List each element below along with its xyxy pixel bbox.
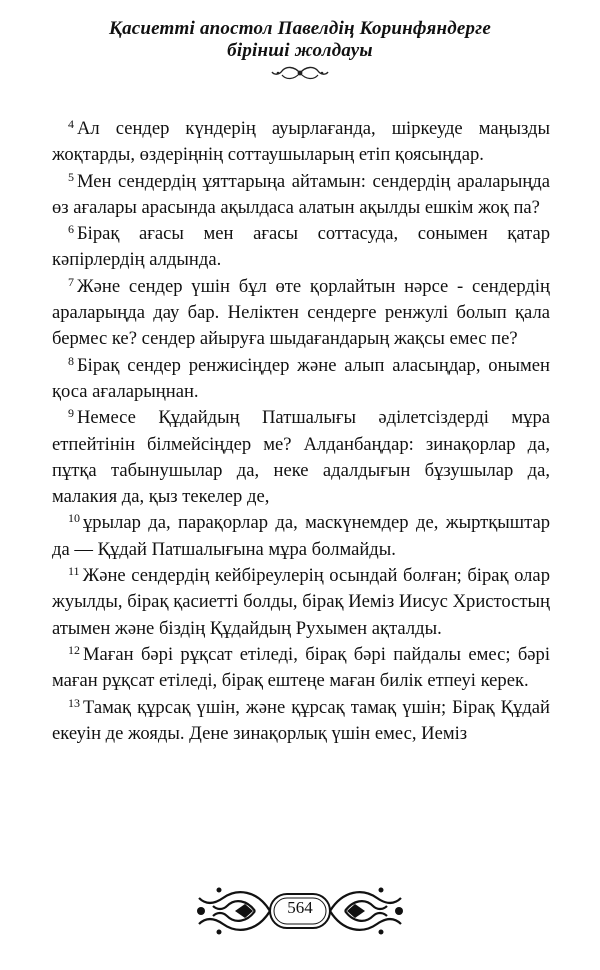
verse-number: 12 bbox=[68, 642, 80, 657]
verse-list bbox=[52, 116, 550, 747]
verse-number: 8 bbox=[68, 353, 74, 368]
verse-number: 4 bbox=[68, 117, 74, 131]
verse-number: 11 bbox=[68, 564, 80, 579]
verse-6 bbox=[52, 221, 550, 274]
verse-8 bbox=[52, 353, 550, 406]
verse-number: 10 bbox=[68, 511, 80, 526]
running-header bbox=[0, 18, 600, 62]
verse-9 bbox=[52, 405, 550, 510]
header-title-line-2: бірінші жолдауы bbox=[227, 40, 373, 61]
verse-10 bbox=[52, 510, 550, 563]
verse-11 bbox=[52, 563, 550, 642]
verse-number: 6 bbox=[68, 222, 74, 237]
header-ornament-icon bbox=[270, 64, 330, 82]
verse-number: 9 bbox=[68, 406, 74, 421]
page-number: 564 bbox=[287, 898, 313, 917]
verse-text: Тамақ құрсақ үшін, және құрсақ тамақ үшін; Бірақ Құдай екеуін де жояды. Дене зинақорлық үшін емес, Иеміз bbox=[52, 696, 550, 744]
verse-text: Бірақ сендер ренжисіңдер және алып аласыңдар, онымен қоса ағаларыңнан. bbox=[52, 354, 550, 402]
verse-text: Және сендер үшін бұл өте қорлайтын нәрсе - сендердің араларыңда дау бар. Неліктен сендерге ренжулі болып қала бермес ке? сендер айыруға шыдағандарың жақсы емес пе? bbox=[52, 275, 550, 350]
verse-text: Немесе Құдайдың Патшалығы әділетсіздерді мұра етпейтінін білмейсіңдер ме? Алданбаңдар: зинақорлар да, пұтқа табынушылар да, неке адалдығын бұзушылар да, малакия да, қыз текелер де, bbox=[52, 407, 550, 508]
verse-number: 7 bbox=[68, 274, 74, 289]
verse-text: Маған бәрі рұқсат етіледі, бірақ бәрі пайдалы емес; бәрі маған рұқсат етіледі, бірақ ештеңе маған билік етпеуі керек. bbox=[52, 643, 550, 692]
verse-text: Мен сендердің ұяттарыңа айтамын: сендердің араларыңда өз ағалары арасында ақылдаса алатын ақылды ешкім жоқ па? bbox=[52, 170, 550, 218]
verse-4 bbox=[52, 116, 550, 169]
verse-number: 13 bbox=[68, 695, 80, 710]
verse-5 bbox=[52, 169, 550, 222]
header-title-line-1: Қасиетті апостол Павелдің Коринфяндерге bbox=[108, 18, 492, 39]
verse-12 bbox=[52, 642, 550, 695]
verse-7 bbox=[52, 274, 550, 353]
verse-text: Және сендердің кейбіреулерің осындай болған; бірақ олар жуылды, бірақ қасиетті болды, бірақ Иеміз Иисус Христостың атымен және біздің Құдайдың Рухымен ақталды. bbox=[52, 565, 550, 639]
verse-13 bbox=[52, 695, 550, 748]
verse-text: ұрылар да, парақорлар да, маскүнемдер де, жыртқыштар да — Құдай Патшалығына мұра болмайды. bbox=[52, 512, 550, 560]
verse-number: 5 bbox=[68, 169, 74, 184]
verse-text: Ал сендер күндерің ауырлағанда, шіркеуде маңызды жоқтарды, өздеріңнің соттаушыларың етіп қоясыңдар. bbox=[52, 118, 550, 166]
verse-text: Бірақ ағасы мен ағасы соттасуда, сонымен қатар кәпірлердің алдында. bbox=[52, 223, 550, 271]
